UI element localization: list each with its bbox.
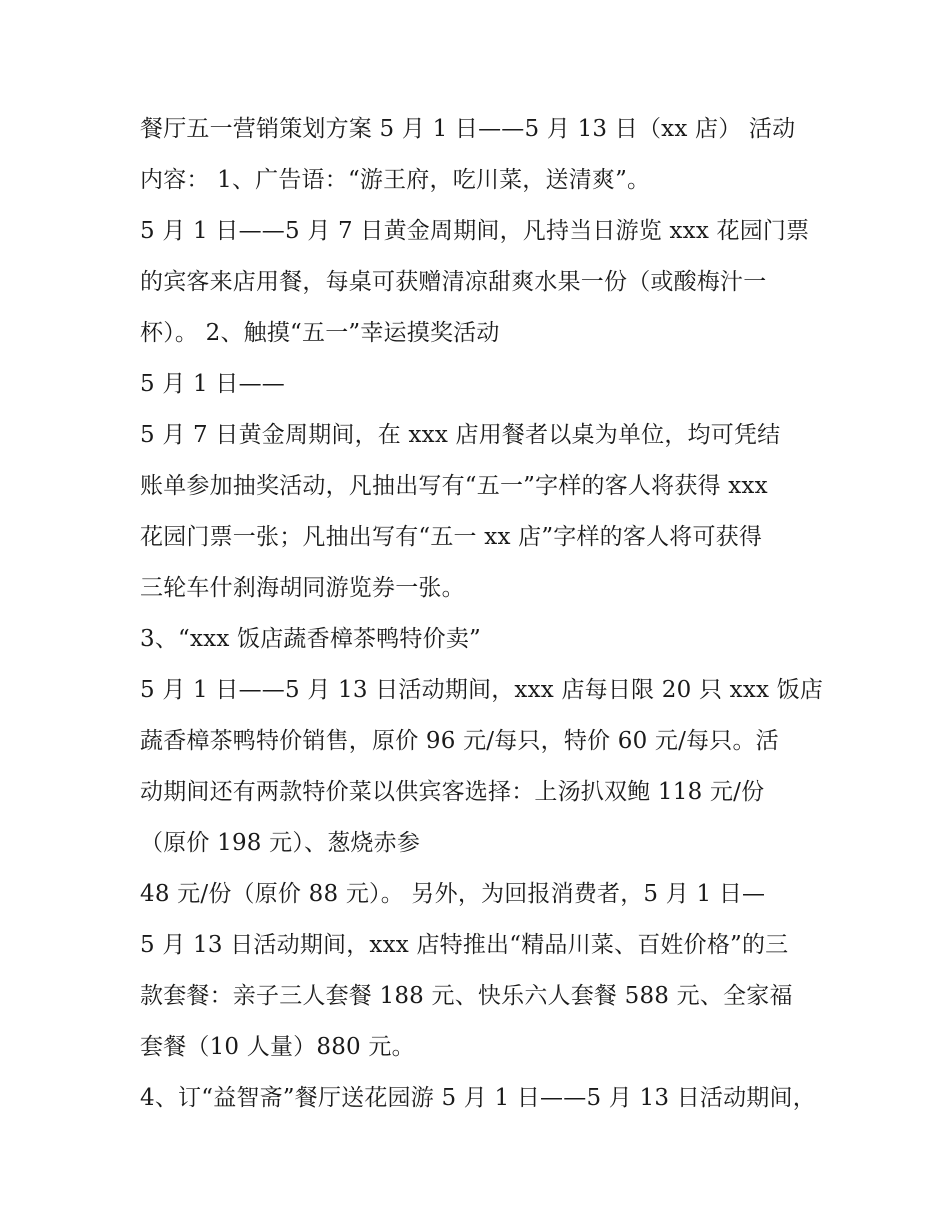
- text-line: 48 元/份（原价 88 元）。 另外，为回报消费者，5 月 1 日—: [140, 881, 766, 907]
- text-line: 花园门票一张；凡抽出写有“五一 xx 店”字样的客人将可获得: [140, 524, 763, 550]
- text-line: 5 月 13 日活动期间，xxx 店特推出“精品川菜、百姓价格”的三: [140, 932, 789, 958]
- text-line: 5 月 1 日——: [140, 371, 285, 397]
- text-line: 三轮车什刹海胡同游览券一张。: [140, 575, 465, 601]
- text-line: 5 月 1 日——5 月 13 日活动期间，xxx 店每日限 20 只 xxx 饭店: [140, 677, 824, 703]
- text-line-slogan: 内容： 1、广告语：“游王府，吃川菜，送清爽”。: [140, 167, 651, 193]
- text-line: 套餐（10 人量）880 元。: [140, 1034, 415, 1060]
- text-line-section-3: 3、“xxx 饭店蔬香樟茶鸭特价卖”: [140, 626, 481, 652]
- text-line: 蔬香樟茶鸭特价销售，原价 96 元/每只，特价 60 元/每只。活: [140, 728, 779, 754]
- text-line: （原价 198 元）、葱烧赤参: [140, 830, 421, 856]
- text-line: 5 月 7 日黄金周期间，在 xxx 店用餐者以桌为单位，均可凭结: [140, 422, 781, 448]
- text-line: 杯）。 2、触摸“五一”幸运摸奖活动: [140, 320, 500, 346]
- text-line: 的宾客来店用餐，每桌可获赠清凉甜爽水果一份（或酸梅汁一: [140, 269, 767, 295]
- text-line: 动期间还有两款特价菜以供宾客选择：上汤扒双鲍 118 元/份: [140, 779, 765, 805]
- text-line: 款套餐：亲子三人套餐 188 元、快乐六人套餐 588 元、全家福: [140, 983, 793, 1009]
- text-line-title: 餐厅五一营销策划方案 5 月 1 日——5 月 13 日（xx 店） 活动: [140, 116, 796, 142]
- text-line: 账单参加抽奖活动，凡抽出写有“五一”字样的客人将获得 xxx: [140, 473, 768, 499]
- document-body: [140, 104, 830, 1124]
- text-line-section-4: 4、订“益智斋”餐厅送花园游 5 月 1 日——5 月 13 日活动期间，: [140, 1085, 816, 1111]
- text-line: 5 月 1 日——5 月 7 日黄金周期间，凡持当日游览 xxx 花园门票: [140, 218, 810, 244]
